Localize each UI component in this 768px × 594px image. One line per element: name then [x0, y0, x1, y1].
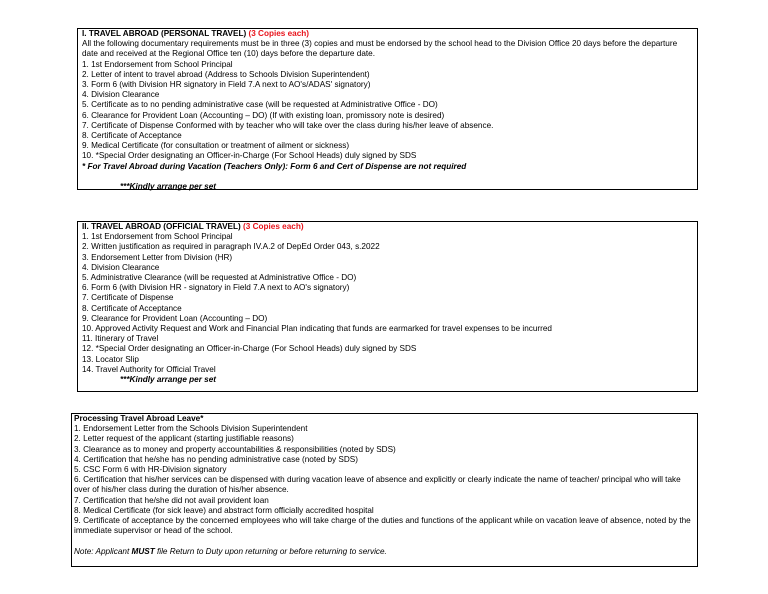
requirement-item: 8. Medical Certificate (for sick leave) and abstract form officially accredited hospital — [74, 505, 374, 515]
requirement-item: 13. Locator Slip — [82, 354, 139, 364]
section-intro: All the following documentary requirements must be in three (3) copies and must be endorsed by the school head to the Division Office 20 days before the departure date and received at the Regional Office ten (10) days before the departure date. — [82, 39, 678, 59]
requirement-item: 6. Clearance for Provident Loan (Accounting – DO) (If with existing loan, promissory note is desired) — [82, 110, 445, 120]
requirement-item: 2. Letter request of the applicant (starting justifiable reasons) — [74, 434, 294, 444]
requirement-item: 7. Certification that he/she did not avail provident loan — [74, 495, 269, 505]
requirement-item: 4. Certification that he/she has no pending administrative case (noted by SDS) — [74, 454, 358, 464]
note-prefix: Note: Applicant — [74, 546, 132, 556]
official-travel-section — [77, 221, 698, 392]
vacation-note: * For Travel Abroad during Vacation (Teachers Only): Form 6 and Cert of Dispense are not required — [82, 161, 467, 171]
requirement-item: 2. Letter of intent to travel abroad (Address to Schools Division Superintendent) — [82, 69, 370, 79]
requirement-item: 1. 1st Endorsement from School Principal — [82, 59, 233, 69]
requirement-item: 4. Division Clearance — [82, 90, 160, 100]
copies-note: (3 Copies each) — [243, 222, 304, 231]
requirement-item: 5. Administrative Clearance (will be requested at Administrative Office - DO) — [82, 273, 357, 283]
return-to-duty-note — [74, 547, 695, 557]
requirement-item: 14. Travel Authority for Official Travel — [82, 364, 216, 374]
note-emphasis: MUST — [131, 546, 155, 556]
requirement-item: 1. 1st Endorsement from School Principal — [82, 232, 233, 242]
requirement-item: 11. Itinerary of Travel — [82, 334, 159, 344]
arrange-note: ***Kindly arrange per set — [120, 375, 217, 385]
requirement-item: 6. Certification that his/her services can be dispensed with during vacation leave of absence and explicitly or clearly indicate the name of teacher/ principal who will take over of his/her class during the duration of his/her absence. — [74, 475, 681, 495]
personal-travel-section — [77, 28, 698, 190]
requirement-item: 2. Written justification as required in paragraph IV.A.2 of DepEd Order 043, s.2022 — [82, 242, 380, 252]
requirement-item: 9. Certificate of acceptance by the concerned employees who will take charge of the duties and functions of the applicant while on vacation leave of absence, noted by the immediate supervisor or head of the school. — [74, 516, 691, 536]
requirement-item: 5. CSC Form 6 with HR-Division signatory — [74, 465, 227, 475]
requirement-item: 5. Certificate as to no pending administrative case (will be requested at Administrative Office - DO) — [82, 100, 438, 110]
processing-leave-section — [71, 413, 698, 567]
section-title: I. TRAVEL ABROAD (PERSONAL TRAVEL) — [82, 29, 247, 38]
requirement-item: 10. *Special Order designating an Officer-in-Charge (For School Heads) duly signed by SDS — [82, 151, 417, 161]
requirement-item: 7. Certificate of Dispense Conformed with by teacher who will take over the class during his/her leave of absence. — [82, 120, 494, 130]
section-heading — [82, 29, 693, 39]
section-heading — [82, 222, 693, 232]
requirement-item: 12. *Special Order designating an Officer-in-Charge (For School Heads) duly signed by SDS — [82, 344, 417, 354]
requirement-item: 7. Certificate of Dispense — [82, 293, 174, 303]
section-title: II. TRAVEL ABROAD (OFFICIAL TRAVEL) — [82, 222, 241, 231]
requirement-item: 8. Certificate of Acceptance — [82, 131, 182, 141]
requirement-item: 8. Certificate of Acceptance — [82, 303, 182, 313]
copies-note: (3 Copies each) — [248, 29, 310, 38]
requirement-item: 4. Division Clearance — [82, 262, 160, 272]
requirement-item: 9. Clearance for Provident Loan (Accounting – DO) — [82, 313, 268, 323]
requirement-item: 9. Medical Certificate (for consultation or treatment of ailment or sickness) — [82, 141, 350, 151]
section-title: Processing Travel Abroad Leave* — [74, 414, 204, 423]
requirement-item: 10. Approved Activity Request and Work and Financial Plan indicating that funds are earmarked for travel expenses to be incurred — [82, 324, 552, 334]
requirement-item: 3. Clearance as to money and property accountabilities & responsibilities (noted by SDS) — [74, 444, 396, 454]
requirement-item: 3. Endorsement Letter from Division (HR) — [82, 252, 233, 262]
requirement-item: 6. Form 6 (with Division HR - signatory in Field 7.A next to AO's signatory) — [82, 283, 350, 293]
arrange-note: ***Kindly arrange per set — [120, 182, 217, 192]
requirement-item: 3. Form 6 (with Division HR signatory in Field 7.A next to AO's/ADAS' signatory) — [82, 80, 371, 90]
note-suffix: file Return to Duty upon returning or before returning to service. — [154, 546, 387, 556]
requirement-item: 1. Endorsement Letter from the Schools Division Superintendent — [74, 424, 308, 434]
